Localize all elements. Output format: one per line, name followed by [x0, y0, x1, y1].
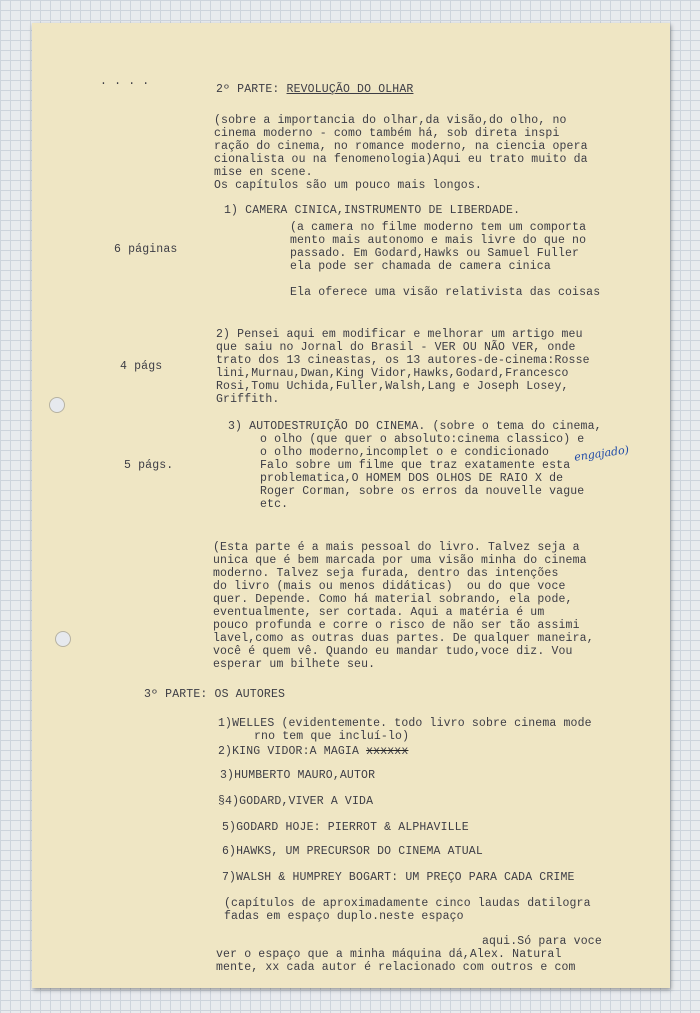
intro-line: mise en scene.	[214, 166, 313, 179]
author-item: 2)KING VIDOR:A MAGIA xxxxxx	[218, 745, 409, 758]
ch2-body: lini,Murnau,Dwan,King Vidor,Hawks,Godard,Francesco	[216, 367, 569, 380]
ch2-body: Rosi,Tomu Uchida,Fuller,Walsh,Lang e Joseph Losey,	[216, 380, 569, 393]
note-line: esperar um bilhete seu.	[213, 658, 376, 671]
intro-line: Os capítulos são um pouco mais longos.	[214, 179, 482, 192]
ch3-body: 3) AUTODESTRUIÇÃO DO CINEMA. (sobre o tema do cinema,	[228, 420, 602, 433]
ch1-margin: 6 páginas	[114, 243, 178, 256]
author-item: 7)WALSH & HUMPREY BOGART: UM PREÇO PARA CADA CRIME	[222, 871, 575, 884]
author-item: 3)HUMBERTO MAURO,AUTOR	[220, 769, 376, 782]
intro-line: cinema moderno - como também há, sob direta inspi	[214, 127, 560, 140]
part2-title: REVOLUÇÃO DO OLHAR	[286, 83, 414, 96]
intro-line: cionalista ou na fenomenologia)Aqui eu trato muito da	[214, 153, 588, 166]
ch2-body: que saiu no Jornal do Brasil - VER OU NÃO VER, onde	[216, 341, 576, 354]
ch3-body: o olho moderno,incomplet o e condicionado	[260, 446, 550, 459]
note-line: do livro (mais ou menos didáticas) ou do que voce	[213, 580, 566, 593]
note-line: quer. Depende. Como há material sobrando, ela pode,	[213, 593, 573, 606]
ch1-body: mento mais autonomo e mais livre do que no	[290, 234, 587, 247]
struck-text: xxxxxx	[366, 745, 409, 758]
closing-line: aqui.Só para voce	[482, 935, 602, 948]
handwritten-annotation: engajado)	[573, 443, 630, 464]
ch1-title: 1) CAMERA CINICA,INSTRUMENTO DE LIBERDADE.	[224, 204, 521, 217]
punch-hole	[55, 631, 71, 647]
ch2-margin: 4 págs	[120, 360, 163, 373]
ch1-tail: Ela oferece uma visão relativista das coisas	[290, 286, 601, 299]
author-item: 1)WELLES (evidentemente. todo livro sobre cinema mode	[218, 717, 592, 730]
author-item: 5)GODARD HOJE: PIERROT & ALPHAVILLE	[222, 821, 469, 834]
ch3-body: problematica,O HOMEM DOS OLHOS DE RAIO X de	[260, 472, 564, 485]
punch-hole	[49, 397, 65, 413]
author-item: §4)GODARD,VIVER A VIDA	[218, 795, 374, 808]
ch3-body: etc.	[260, 498, 289, 511]
ch3-body: Roger Corman, sobre os erros da nouvelle vague	[260, 485, 585, 498]
ch1-body: ela pode ser chamada de camera cinica	[290, 260, 551, 273]
ch1-body: (a camera no filme moderno tem um comporta	[290, 221, 587, 234]
author-item: 6)HAWKS, UM PRECURSOR DO CINEMA ATUAL	[222, 845, 483, 858]
dots: . . . .	[100, 75, 150, 88]
note-line: pouco profunda e corre o risco de não ser tão assimi	[213, 619, 580, 632]
note-line: unica que é bem marcada por uma visão minha do cinema	[213, 554, 587, 567]
note-line: moderno. Talvez seja furada, dentro das intenções	[213, 567, 559, 580]
intro-line: ração do cinema, no romance moderno, na ciencia opera	[214, 140, 588, 153]
ch2-body: 2) Pensei aqui em modificar e melhorar um artigo meu	[216, 328, 583, 341]
typed-page	[32, 23, 670, 988]
part3-title: OS AUTORES	[214, 688, 286, 701]
intro-line: (sobre a importancia do olhar,da visão,do olho, no	[214, 114, 567, 127]
note-line: você é quem vê. Quando eu mandar tudo,voce diz. Vou	[213, 645, 573, 658]
footnote-line: fadas em espaço duplo.neste espaço	[224, 910, 464, 923]
ch1-body: passado. Em Godard,Hawks ou Samuel Fuller	[290, 247, 580, 260]
part3-num: 3º PARTE:	[144, 688, 208, 701]
ch3-margin: 5 págs.	[124, 459, 174, 472]
ch3-body: o olho (que quer o absoluto:cinema classico) e	[260, 433, 585, 446]
note-line: eventualmente, ser cortada. Aqui a matéria é um	[213, 606, 545, 619]
closing-line: ver o espaço que a minha máquina dá,Alex. Natural	[216, 948, 562, 961]
ch3-body: Falo sobre um filme que traz exatamente esta	[260, 459, 571, 472]
ch2-body: Griffith.	[216, 393, 280, 406]
note-line: lavel,como as outras duas partes. De qualquer maneira,	[213, 632, 594, 645]
part3-heading	[144, 688, 285, 702]
part2-num: 2º PARTE:	[216, 83, 280, 96]
author-item: rno tem que incluí-lo)	[254, 730, 410, 743]
part2-heading	[216, 83, 413, 97]
closing-line: mente, xx cada autor é relacionado com outros e com	[216, 961, 576, 974]
footnote-line: (capítulos de aproximadamente cinco laudas datilogra	[224, 897, 591, 910]
note-line: (Esta parte é a mais pessoal do livro. Talvez seja a	[213, 541, 580, 554]
ch2-body: trato dos 13 cineastas, os 13 autores-de-cinema:Rosse	[216, 354, 590, 367]
